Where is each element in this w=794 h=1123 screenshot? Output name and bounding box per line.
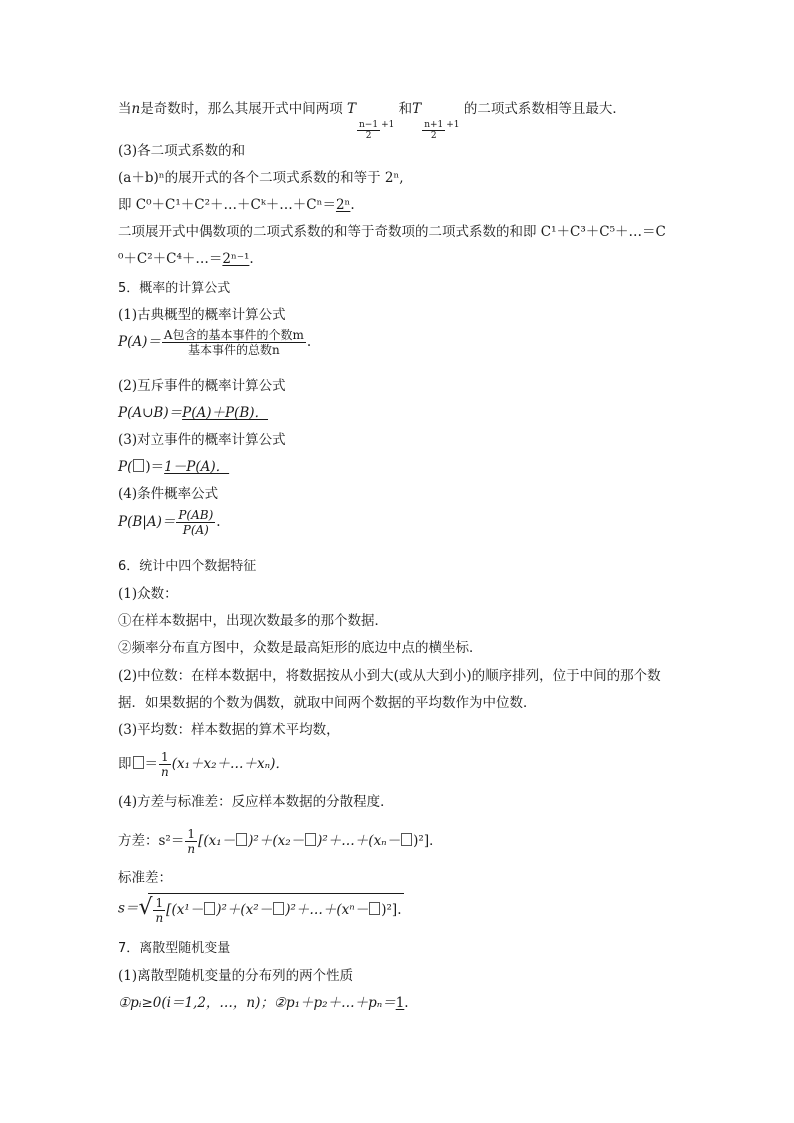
text: 即 C⁰＋C¹＋C²＋…＋Cᵏ＋…＋Cⁿ＝ — [118, 197, 336, 213]
frac-den: 基本事件的总数n — [188, 343, 280, 357]
text: )²＋(x₂－ — [248, 833, 305, 849]
fraction — [153, 896, 165, 925]
frac-num: n−1 — [359, 120, 379, 130]
text: s＝ — [118, 900, 139, 917]
conditional-probability-title: (4)条件概率公式 — [118, 486, 219, 502]
frac-num: 1 — [161, 750, 169, 764]
mode-item-1: ①在样本数据中，出现次数最多的那个数据． — [118, 613, 388, 629]
mode-title: (1)众数： — [118, 586, 178, 602]
frac-den: 2 — [365, 131, 372, 141]
frac-den: n — [187, 842, 196, 856]
missing-glyph-box — [273, 902, 284, 915]
mode-item-2: ②频率分布直方图中，众数是最高矩形的底边中点的横坐标． — [118, 640, 483, 656]
subscript-tail: +1 — [446, 120, 460, 130]
frac-den: n — [161, 765, 169, 779]
mutually-exclusive-formula — [118, 404, 268, 422]
subscript-fraction-1 — [357, 120, 380, 141]
heading-6: 6．统计中四个数据特征 — [118, 559, 257, 574]
text: 方差：s²＝ — [118, 833, 185, 849]
fraction — [159, 750, 171, 779]
text: )²＋…＋(xₙ－ — [317, 833, 401, 849]
text: )²]． — [413, 833, 443, 849]
frac-num: P(AB) — [178, 508, 214, 522]
std-formula — [118, 893, 404, 925]
answer-underline: 2ⁿ⁻¹ — [222, 251, 250, 267]
missing-glyph-box — [369, 902, 380, 915]
text: . — [404, 995, 409, 1011]
text: )²]. — [381, 902, 402, 918]
sqrt-symbol: √ — [138, 895, 153, 920]
missing-glyph-box — [401, 833, 412, 846]
variance-title: (4)方差与标准差：反应样本数据的分散程度． — [118, 794, 394, 810]
text: 即 — [118, 756, 132, 772]
text: ＝ — [144, 756, 158, 772]
text: P(A∪B)＝ — [118, 405, 183, 421]
term-t1: T — [347, 101, 357, 117]
text: ⁰＋C²＋C⁴＋…＝ — [118, 251, 223, 267]
even-odd-terms-line: 二项展开式中偶数项的二项式系数的和等于奇数项的二项式系数的和即 C¹＋C³＋C⁵＋…＝C — [118, 224, 666, 240]
median-line-2: 据．如果数据的个数为偶数，就取中间两个数据的平均数作为中位数． — [118, 695, 537, 711]
median-line-1: (2)中位数：在样本数据中，将数据按从小到大(或从大到小)的顺序排列，位于中间的那个数 — [118, 668, 661, 684]
frac-den: P(A) — [182, 523, 209, 537]
variance-formula — [118, 827, 443, 856]
frac-den: 2 — [430, 131, 437, 141]
text: P( — [118, 459, 133, 475]
subscript-fraction-2 — [422, 120, 445, 141]
text: 是奇数时，那么其展开式中间两项 — [140, 101, 343, 117]
text: . — [249, 251, 254, 267]
text: 当 — [118, 101, 132, 117]
text: [(x₁－ — [198, 833, 236, 849]
missing-glyph-box — [236, 833, 247, 846]
text: 和 — [398, 101, 413, 117]
distribution-properties-formula — [118, 994, 409, 1012]
heading-5: 5．概率的计算公式 — [118, 281, 231, 296]
text: )²＋…＋(xⁿ－ — [285, 902, 369, 918]
answer-underline: P(A)＋P(B)． — [182, 405, 269, 421]
frac-den: n — [155, 911, 164, 925]
section-3-title: (3)各二项式系数的和 — [118, 143, 246, 159]
text: . — [216, 514, 221, 530]
frac-num: A包含的基本事件的个数m — [163, 328, 304, 342]
text: P(B|A)＝ — [118, 514, 176, 530]
text: 的二项式系数相等且最大． — [463, 101, 626, 117]
text: [(x¹－ — [166, 902, 204, 918]
answer-underline: 2ⁿ — [335, 197, 351, 213]
binomial-middle-terms-line — [118, 100, 626, 141]
subscript-tail: +1 — [381, 120, 395, 130]
complementary-event-formula — [118, 458, 229, 476]
conditional-probability-formula — [118, 508, 221, 537]
var-n: n — [131, 101, 141, 117]
term-t2: T — [412, 101, 422, 117]
sqrt — [138, 893, 403, 925]
std-title: 标准差： — [118, 870, 172, 886]
answer-underline: 1 — [395, 995, 405, 1011]
fraction — [185, 827, 197, 856]
text: . — [350, 197, 355, 213]
even-odd-terms-formula — [118, 250, 254, 268]
frac-num: 1 — [187, 827, 196, 841]
text: P(A)＝ — [118, 334, 161, 350]
fraction — [176, 508, 215, 537]
mean-title: (3)平均数：样本数据的算术平均数， — [118, 722, 340, 738]
distribution-properties-title: (1)离散型随机变量的分布列的两个性质 — [118, 968, 354, 984]
text: )²＋(x²－ — [216, 902, 273, 918]
complementary-event-title: (3)对立事件的概率计算公式 — [118, 432, 286, 448]
binomial-sum-formula — [118, 196, 355, 214]
classic-probability-formula — [118, 328, 311, 357]
text: . — [306, 334, 312, 350]
heading-7: 7．离散型随机变量 — [118, 941, 231, 956]
text: (x₁＋x₂＋…＋xₙ)． — [171, 756, 289, 772]
mean-formula — [118, 750, 289, 779]
sqrt-body — [148, 893, 403, 925]
answer-underline: 1－P(A)． — [164, 459, 230, 475]
mutually-exclusive-title: (2)互斥事件的概率计算公式 — [118, 378, 286, 394]
text: )＝ — [145, 459, 165, 475]
missing-glyph-box — [133, 459, 144, 472]
missing-glyph-box — [204, 902, 215, 915]
frac-num: 1 — [155, 896, 164, 910]
binomial-sum-line: (a＋b)ⁿ的展开式的各个二项式系数的和等于 2ⁿ, — [118, 170, 404, 186]
missing-glyph-box — [305, 833, 316, 846]
classic-probability-title: (1)古典概型的概率计算公式 — [118, 307, 286, 323]
frac-num: n+1 — [424, 120, 444, 130]
missing-glyph-box — [133, 756, 144, 769]
text: ①pᵢ≥0(i＝1,2，…，n)；②p₁＋p₂＋…＋pₙ＝ — [118, 995, 396, 1011]
fraction — [162, 328, 306, 357]
